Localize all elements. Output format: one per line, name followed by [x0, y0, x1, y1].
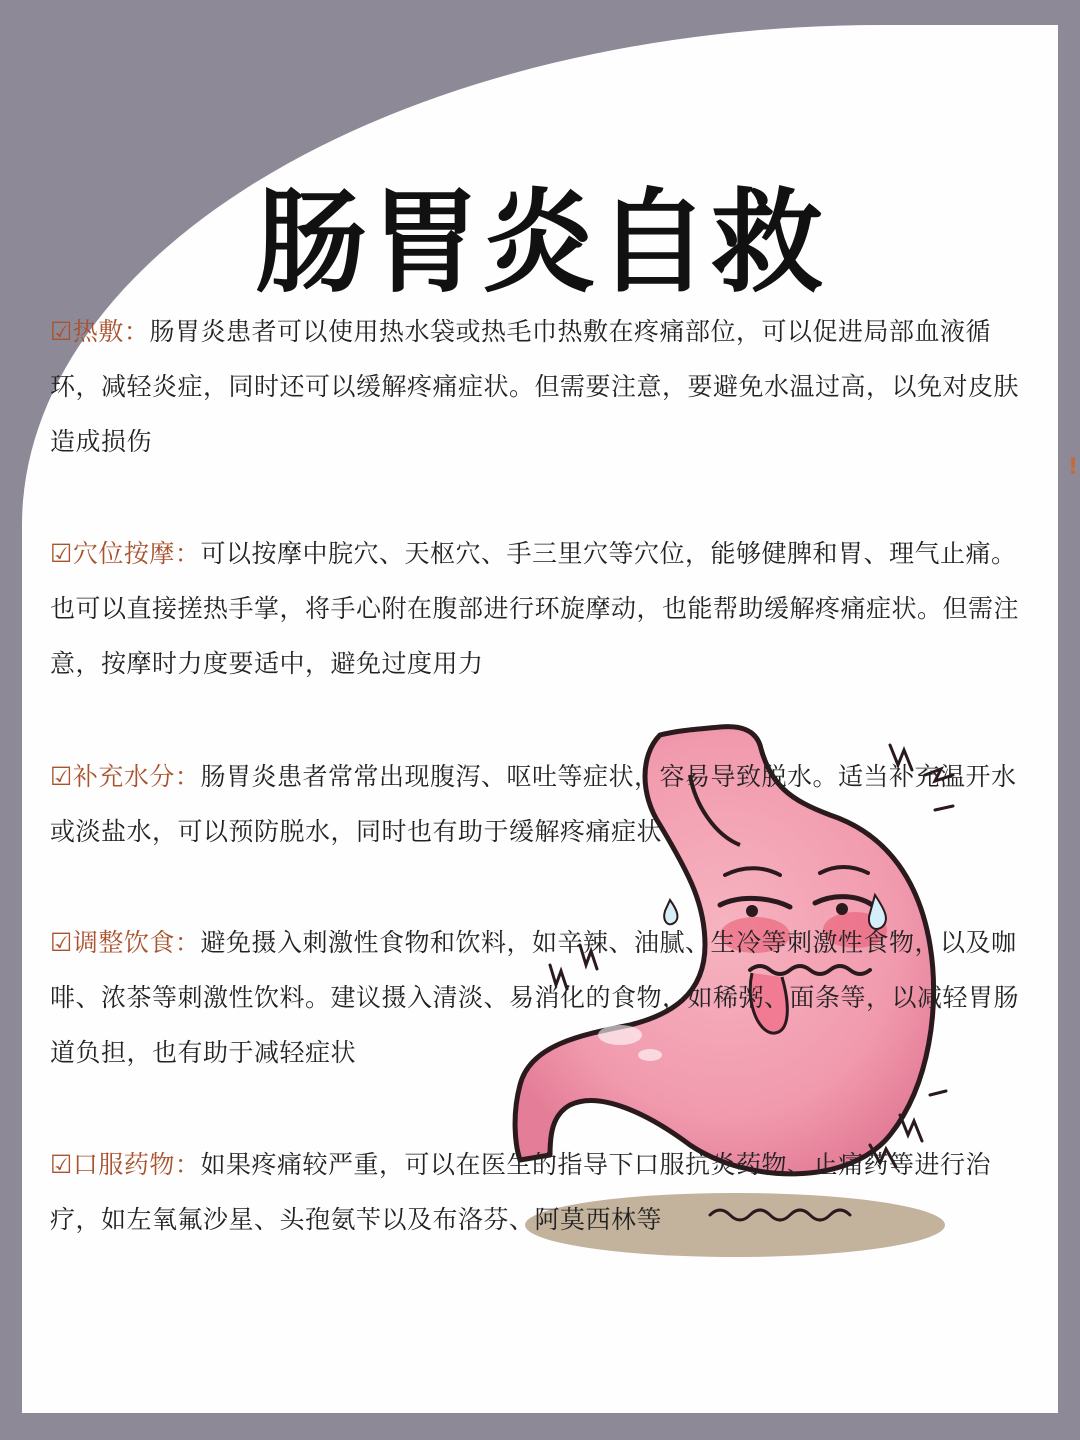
section-label: 补充水分：	[72, 762, 201, 791]
checkbox-icon: ☑	[50, 1150, 73, 1179]
section-text: 肠胃炎患者可以使用热水袋或热毛巾热敷在疼痛部位，可以促进局部血液循环，减轻炎症，同时还可以缓解疼痛症状。但需要注意，要避免水温过高，以免对皮肤造成损伤	[50, 317, 1020, 456]
section-medication	[50, 1137, 1035, 1247]
section-text: 可以按摩中脘穴、天枢穴、手三里穴等穴位，能够健脾和胃、理气止痛。也可以直接搓热手掌，将手心附在腹部进行环旋摩动，也能帮助缓解疼痛症状。但需注意，按摩时力度要适中，避免过度用力	[50, 539, 1020, 678]
checkbox-icon: ☑	[50, 539, 73, 568]
section-text: 如果疼痛较严重，可以在医生的指导下口服抗炎药物、止痛药等进行治疗，如左氧氟沙星、头孢氨苄以及布洛芬、阿莫西林等	[50, 1150, 991, 1234]
section-text: 避免摄入刺激性食物和饮料，如辛辣、油腻、生冷等刺激性食物，以及咖啡、浓茶等刺激性饮料。建议摄入清淡、易消化的食物，如稀粥、面条等，以减轻胃肠道负担，也有助于减轻症状	[50, 928, 1020, 1067]
section-label: 穴位按摩：	[72, 539, 201, 568]
section-text: 肠胃炎患者常常出现腹泻、呕吐等症状，容易导致脱水。适当补充温开水或淡盐水，可以预防脱水，同时也有助于缓解疼痛症状	[50, 762, 1017, 846]
edge-mark: !	[1068, 455, 1079, 480]
checkbox-icon: ☑	[50, 317, 73, 346]
section-diet	[50, 915, 1035, 1080]
section-label: 热敷：	[72, 317, 150, 346]
section-label: 调整饮食：	[72, 928, 201, 957]
section-hot-compress	[50, 304, 1035, 469]
checkbox-icon: ☑	[50, 928, 73, 957]
section-hydration	[50, 749, 1035, 859]
section-acupoint-massage	[50, 526, 1035, 691]
right-pupil	[836, 903, 848, 915]
page-title: 肠胃炎自救	[255, 178, 825, 308]
section-label: 口服药物：	[72, 1150, 201, 1179]
checkbox-icon: ☑	[50, 762, 73, 791]
